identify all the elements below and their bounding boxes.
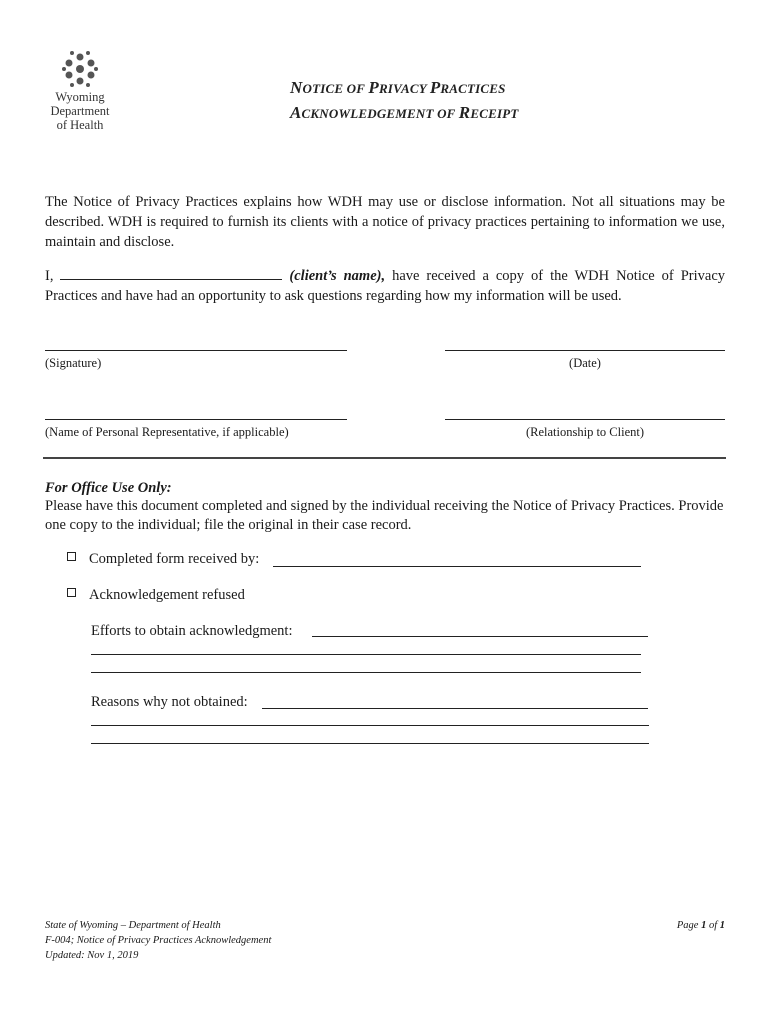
signature-line[interactable] xyxy=(45,350,347,351)
wdh-emblem-icon xyxy=(60,48,100,90)
logo-text-line: of Health xyxy=(56,118,104,132)
representative-label: (Name of Personal Representative, if applicable) xyxy=(45,425,289,439)
page-number: Page 1 of 1 xyxy=(676,920,725,931)
signature-label: (Signature) xyxy=(45,356,102,370)
efforts-line-1[interactable] xyxy=(312,636,648,637)
footer-updated: Updated: Nov 1, 2019 xyxy=(45,950,139,961)
received-by-checkbox[interactable] xyxy=(67,552,76,561)
office-use-heading: For Office Use Only: xyxy=(45,480,172,496)
received-by-line[interactable] xyxy=(273,566,641,567)
refused-row xyxy=(67,585,245,605)
received-by-row xyxy=(67,549,259,569)
section-divider xyxy=(43,457,726,459)
efforts-label: Efforts to obtain acknowledgment: xyxy=(91,623,293,639)
refused-label: Acknowledgement refused xyxy=(89,587,245,603)
date-label: (Date) xyxy=(569,356,601,370)
logo-text-line: Department xyxy=(50,104,110,118)
efforts-line-3[interactable] xyxy=(91,672,641,673)
wdh-logo xyxy=(40,48,120,132)
intro-paragraph: The Notice of Privacy Practices explains how WDH may use or disclose information. Not all situations may be described. WDH is required to furnish its clients with a notice of privacy practices pertaining to information we use, maintain and disclose. xyxy=(45,194,725,250)
footer-info xyxy=(45,918,271,963)
received-by-label: Completed form received by: xyxy=(89,551,260,567)
footer-form: F-004; Notice of Privacy Practices Acknowledgement xyxy=(45,935,272,946)
client-name-field[interactable] xyxy=(60,265,282,280)
refused-checkbox[interactable] xyxy=(67,588,76,597)
title-line-2: ACKNOWLEDGEMENT OF RECEIPT xyxy=(290,103,519,122)
client-name-label: (client’s name), xyxy=(289,268,386,284)
relationship-line[interactable] xyxy=(445,419,725,420)
date-line[interactable] xyxy=(445,350,725,351)
document-title xyxy=(290,76,518,126)
footer-agency: State of Wyoming – Department of Health xyxy=(45,920,221,931)
efforts-line-2[interactable] xyxy=(91,654,641,655)
office-use-instructions: Please have this document completed and signed by the individual receiving the Notice of Privacy Practices. Provide one copy to the individual; file the original in their case record. xyxy=(45,498,724,533)
relationship-label: (Relationship to Client) xyxy=(525,425,645,439)
reasons-label: Reasons why not obtained: xyxy=(91,694,248,710)
reasons-line-1[interactable] xyxy=(262,708,648,709)
reasons-line-3[interactable] xyxy=(91,743,649,744)
representative-line[interactable] xyxy=(45,419,347,420)
reasons-line-2[interactable] xyxy=(91,725,649,726)
title-line-1: NOTICE OF PRIVACY PRACTICES xyxy=(290,78,506,97)
acknowledgement-paragraph: I, (client’s name), have received a copy of the WDH Notice of Privacy Practices and have had an opportunity to ask questions regarding how my information will be used. xyxy=(45,265,725,306)
logo-text-line: Wyoming xyxy=(55,90,105,104)
